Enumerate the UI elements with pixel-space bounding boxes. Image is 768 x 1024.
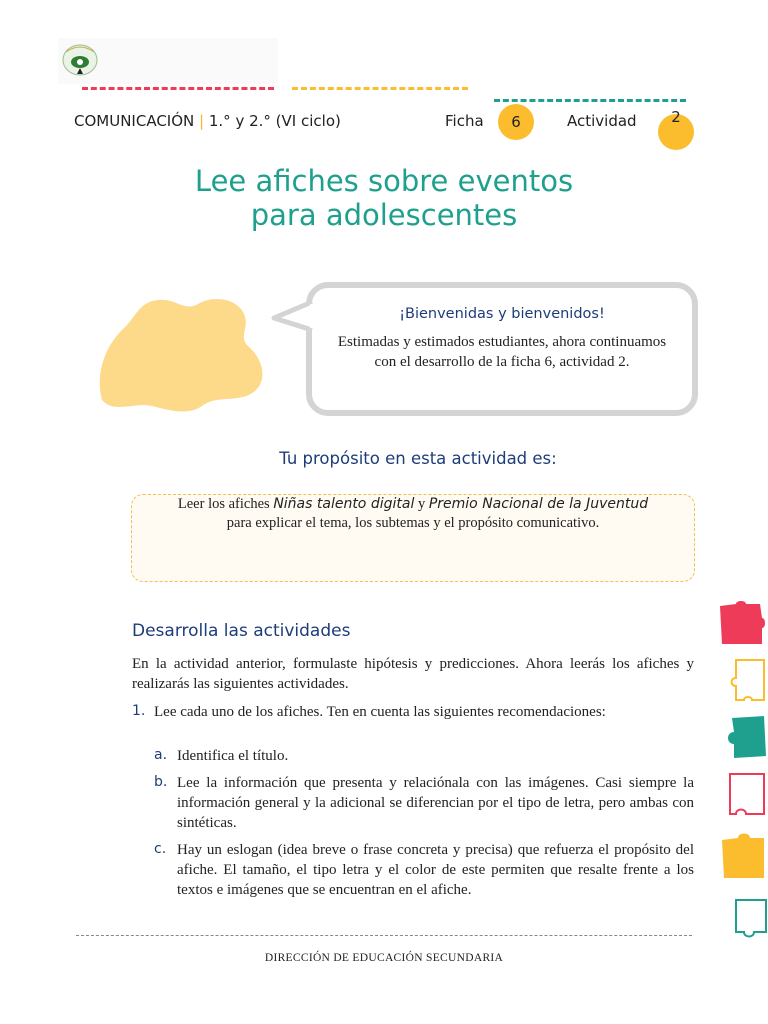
red-puzzle-piece-icon xyxy=(716,600,768,648)
sub-a-text: Identifica el título. xyxy=(177,748,289,764)
sub-c-marker: c. xyxy=(154,841,167,857)
teal-dash-line xyxy=(494,99,686,102)
purpose-text xyxy=(172,495,654,533)
activities-intro: En la actividad anterior, formulaste hipótesis y predicciones. Ahora leerás los afiches y realizarás las siguientes actividades. xyxy=(132,656,694,692)
footer-text: DIRECCIÓN DE EDUCACIÓN SECUNDARIA xyxy=(264,952,504,964)
activities-heading: Desarrolla las actividades xyxy=(132,621,351,641)
poster-title-2: Premio Nacional de la Juventud xyxy=(428,496,649,512)
teal-outline-puzzle-piece-icon xyxy=(730,894,768,944)
school-logo xyxy=(60,40,100,84)
welcome-bubble xyxy=(306,282,698,416)
separator: | xyxy=(199,112,205,130)
purpose-text-2: y xyxy=(414,496,429,512)
welcome-text: Estimadas y estimados estudiantes, ahora continuamos con el desarrollo de la ficha 6, actividad 2. xyxy=(337,334,667,370)
teal-puzzle-piece-icon xyxy=(722,712,768,760)
purpose-title: Tu propósito en esta actividad es: xyxy=(279,449,557,468)
sub-c-text: Hay un eslogan (idea breve o frase concreta y precisa) que refuerza el propósito del afiche. El tamaño, el tipo letra y el color de este permiten que resalte frente a los textos e imágenes que se encuentran en el afiche. xyxy=(177,842,694,898)
sub-b-marker: b. xyxy=(154,774,168,790)
poster-title-1: Niñas talento digital xyxy=(273,496,415,512)
actividad-label: Actividad xyxy=(567,112,637,130)
sub-a-marker: a. xyxy=(154,747,168,763)
purpose-box xyxy=(131,494,695,582)
yellow-outline-puzzle-piece-icon xyxy=(726,656,768,704)
purpose-text-3: para explicar el tema, los subtemas y el propósito comunicativo. xyxy=(226,515,600,531)
red-dash-line xyxy=(82,87,274,90)
title-line-1: Lee afiches sobre eventos xyxy=(194,164,574,198)
actividad-number: 2 xyxy=(671,108,681,126)
subject-label: COMUNICACIÓN xyxy=(74,112,195,130)
footer-divider xyxy=(76,935,692,936)
page-title xyxy=(0,164,768,232)
item-1-text: Lee cada uno de los afiches. Ten en cuenta las siguientes recomendaciones: xyxy=(154,704,606,720)
title-line-2: para adolescentes xyxy=(250,198,518,232)
red-outline-puzzle-piece-icon xyxy=(724,768,768,818)
decorative-leaf-shape xyxy=(92,290,272,418)
welcome-heading: ¡Bienvenidas y bienvenidos! xyxy=(399,306,605,322)
ficha-number: 6 xyxy=(511,113,521,131)
bubble-tail xyxy=(270,296,314,336)
school-logo-area xyxy=(58,38,278,84)
subject-line xyxy=(74,112,341,130)
ficha-number-badge xyxy=(498,104,534,140)
actividad-number-badge xyxy=(658,108,694,150)
purpose-text-1: Leer los afiches xyxy=(177,496,274,512)
yellow-dash-line xyxy=(292,87,468,90)
item-1-marker: 1. xyxy=(132,703,146,719)
sub-b-text: Lee la información que presenta y relaciónala con las imágenes. Casi siempre la información general y la adicional se diferencian por el tipo de letra, pero ambas con sintéticas. xyxy=(177,775,694,831)
yellow-puzzle-piece-icon xyxy=(718,832,768,882)
ficha-label: Ficha xyxy=(445,112,484,130)
grade-label: 1.° y 2.° (VI ciclo) xyxy=(208,112,341,130)
